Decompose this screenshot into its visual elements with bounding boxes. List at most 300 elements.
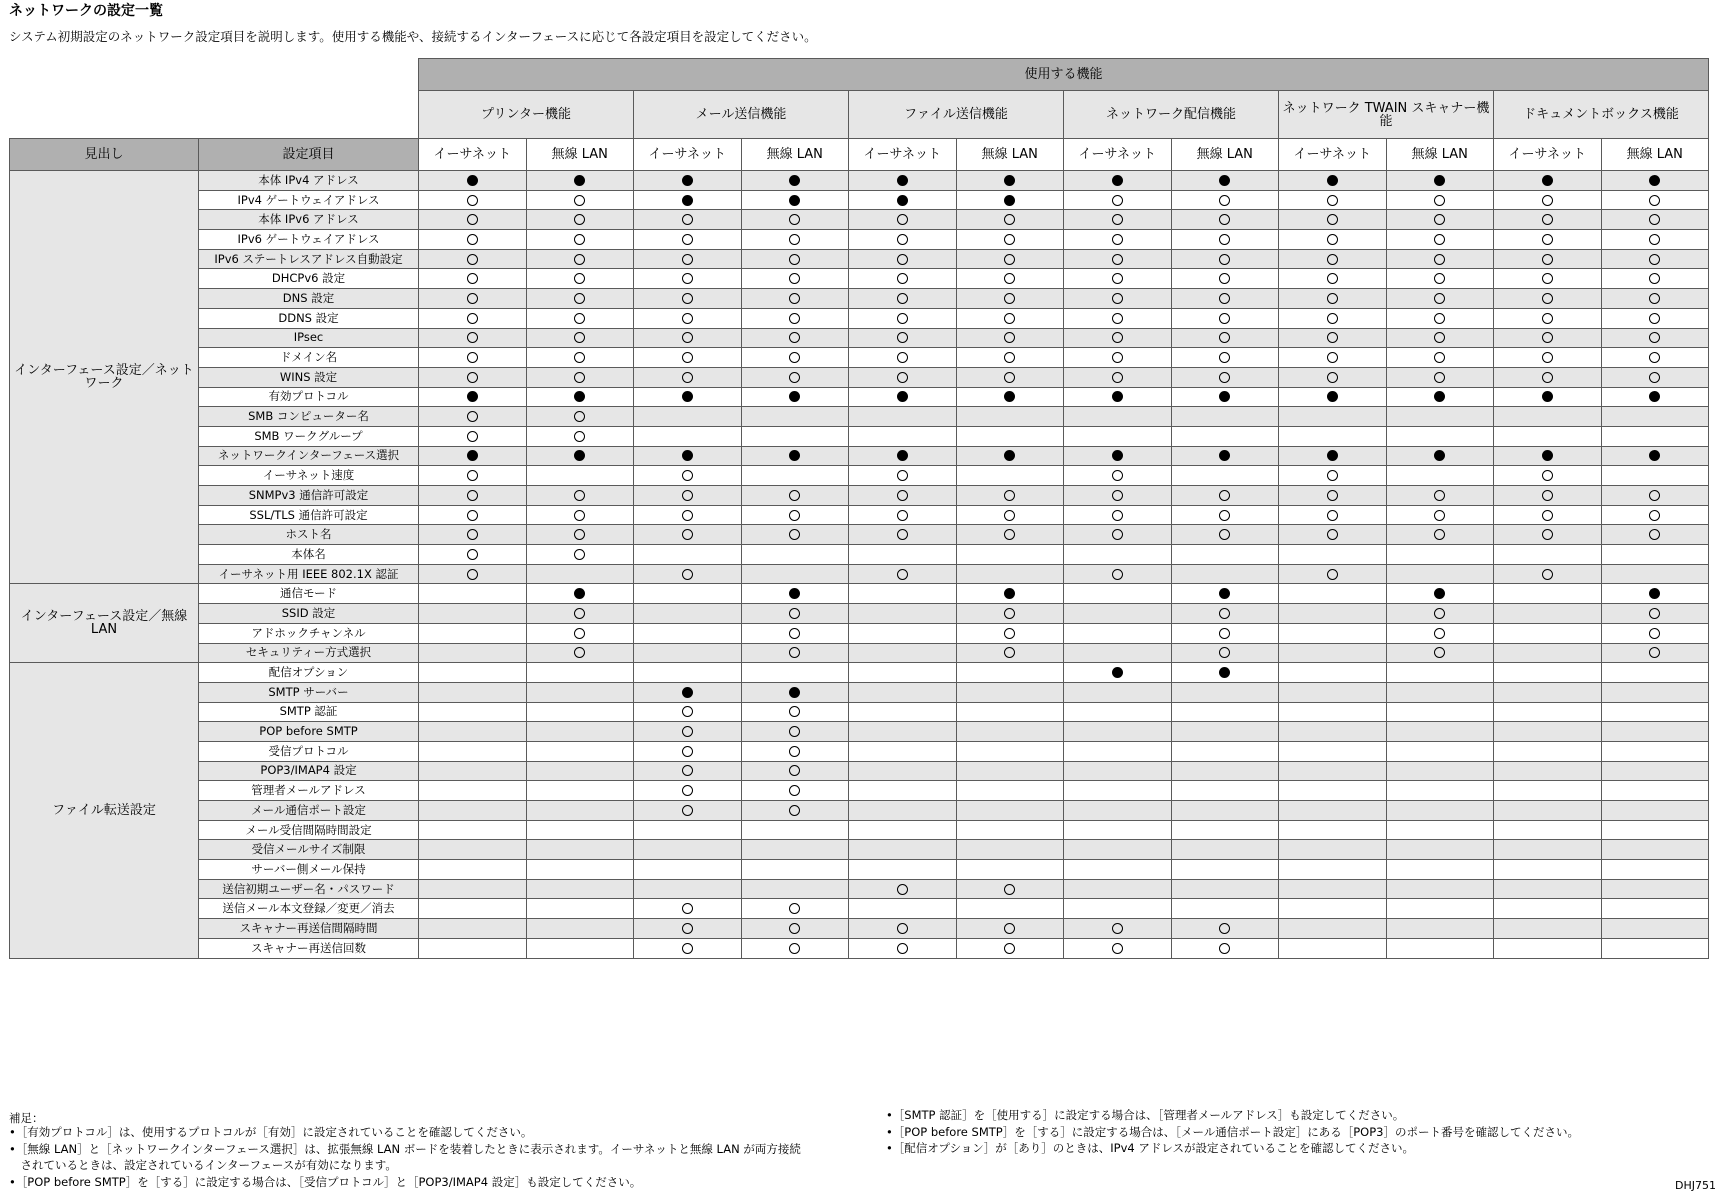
matrix-cell [741, 840, 849, 860]
subheader-ethernet: イーサネット [849, 139, 957, 171]
matrix-cell [1601, 919, 1709, 939]
optional-mark-icon [574, 352, 585, 363]
matrix-cell [526, 190, 634, 210]
matrix-cell [634, 387, 742, 407]
matrix-cell [849, 545, 957, 565]
matrix-cell [526, 919, 634, 939]
optional-mark-icon [1219, 214, 1230, 225]
optional-mark-icon [467, 411, 478, 422]
table-row [10, 289, 1709, 309]
optional-mark-icon [1327, 293, 1338, 304]
matrix-cell [1494, 171, 1602, 191]
matrix-cell [1279, 584, 1387, 604]
optional-mark-icon [1112, 214, 1123, 225]
matrix-cell [419, 367, 527, 387]
optional-mark-icon [897, 234, 908, 245]
setting-item: POP3/IMAP4 設定 [199, 761, 419, 781]
matrix-cell [1279, 741, 1387, 761]
optional-mark-icon [897, 254, 908, 265]
matrix-cell [1171, 584, 1279, 604]
matrix-cell [419, 919, 527, 939]
optional-mark-icon [682, 746, 693, 757]
matrix-cell [1279, 348, 1387, 368]
optional-mark-icon [574, 510, 585, 521]
required-mark-icon [1327, 450, 1338, 461]
matrix-cell [1601, 741, 1709, 761]
matrix-cell [526, 387, 634, 407]
matrix-cell [1279, 820, 1387, 840]
page-title: ネットワークの設定一覧 [9, 3, 163, 19]
optional-mark-icon [1434, 195, 1445, 206]
optional-mark-icon [1112, 234, 1123, 245]
matrix-cell [849, 643, 957, 663]
matrix-cell [741, 407, 849, 427]
matrix-cell [741, 387, 849, 407]
optional-mark-icon [682, 372, 693, 383]
matrix-cell [634, 525, 742, 545]
subheader-ethernet: イーサネット [419, 139, 527, 171]
matrix-cell [1279, 919, 1387, 939]
optional-mark-icon [467, 569, 478, 580]
optional-mark-icon [1219, 332, 1230, 343]
optional-mark-icon [467, 549, 478, 560]
matrix-cell [1386, 545, 1494, 565]
optional-mark-icon [789, 903, 800, 914]
matrix-cell [741, 623, 849, 643]
optional-mark-icon [1219, 352, 1230, 363]
optional-mark-icon [789, 234, 800, 245]
matrix-cell [526, 269, 634, 289]
optional-mark-icon [574, 313, 585, 324]
matrix-cell [1386, 860, 1494, 880]
matrix-cell [741, 801, 849, 821]
optional-mark-icon [1219, 313, 1230, 324]
required-mark-icon [1542, 175, 1553, 186]
optional-mark-icon [574, 214, 585, 225]
matrix-cell [1494, 702, 1602, 722]
matrix-cell [526, 407, 634, 427]
setting-item: SSID 設定 [199, 604, 419, 624]
setting-item: セキュリティー方式選択 [199, 643, 419, 663]
matrix-cell [419, 525, 527, 545]
optional-mark-icon [897, 884, 908, 895]
matrix-cell [1386, 426, 1494, 446]
optional-mark-icon [682, 529, 693, 540]
matrix-cell [419, 722, 527, 742]
optional-mark-icon [789, 510, 800, 521]
matrix-cell [634, 426, 742, 446]
matrix-cell [1601, 269, 1709, 289]
matrix-cell [849, 663, 957, 683]
optional-mark-icon [467, 431, 478, 442]
matrix-cell [1064, 328, 1172, 348]
section-heading: インターフェース設定／無線 LAN [10, 584, 199, 663]
matrix-cell [1279, 702, 1387, 722]
matrix-cell [526, 426, 634, 446]
matrix-cell [1171, 663, 1279, 683]
optional-mark-icon [1542, 490, 1553, 501]
matrix-cell [1279, 722, 1387, 742]
matrix-cell [526, 446, 634, 466]
matrix-cell [1494, 623, 1602, 643]
optional-mark-icon [574, 529, 585, 540]
table-row [10, 328, 1709, 348]
optional-mark-icon [1649, 332, 1660, 343]
matrix-cell [1279, 564, 1387, 584]
matrix-cell [1386, 348, 1494, 368]
matrix-cell [741, 466, 849, 486]
matrix-cell [741, 919, 849, 939]
matrix-cell [419, 840, 527, 860]
matrix-cell [1494, 446, 1602, 466]
optional-mark-icon [1219, 628, 1230, 639]
matrix-cell [1279, 938, 1387, 958]
matrix-cell [849, 702, 957, 722]
matrix-cell [956, 210, 1064, 230]
optional-mark-icon [682, 273, 693, 284]
page-description: システム初期設定のネットワーク設定項目を説明します。使用する機能や、接続するインターフェースに応じて各設定項目を設定してください。 [9, 29, 817, 44]
matrix-cell [741, 171, 849, 191]
matrix-cell [741, 879, 849, 899]
matrix-cell [1601, 899, 1709, 919]
matrix-cell [1064, 623, 1172, 643]
matrix-cell [634, 938, 742, 958]
required-mark-icon [1327, 175, 1338, 186]
matrix-cell [1601, 426, 1709, 446]
function-header: ファイル送信機能 [849, 91, 1064, 139]
matrix-cell [1386, 879, 1494, 899]
setting-item: 本体 IPv4 アドレス [199, 171, 419, 191]
matrix-cell [1386, 387, 1494, 407]
matrix-cell [526, 348, 634, 368]
setting-item: 受信メールサイズ制限 [199, 840, 419, 860]
setting-item: 受信プロトコル [199, 741, 419, 761]
optional-mark-icon [574, 273, 585, 284]
matrix-cell [1279, 446, 1387, 466]
required-mark-icon [574, 175, 585, 186]
optional-mark-icon [897, 214, 908, 225]
optional-mark-icon [1219, 273, 1230, 284]
matrix-cell [634, 407, 742, 427]
matrix-cell [956, 604, 1064, 624]
matrix-cell [1386, 249, 1494, 269]
matrix-cell [849, 308, 957, 328]
matrix-cell [849, 486, 957, 506]
matrix-cell [419, 545, 527, 565]
matrix-cell [1279, 899, 1387, 919]
matrix-cell [956, 230, 1064, 250]
matrix-cell [419, 663, 527, 683]
matrix-cell [741, 486, 849, 506]
required-mark-icon [1219, 450, 1230, 461]
table-row [10, 545, 1709, 565]
matrix-cell [634, 702, 742, 722]
setting-item: 本体 IPv6 アドレス [199, 210, 419, 230]
table-row [10, 190, 1709, 210]
optional-mark-icon [1434, 234, 1445, 245]
required-mark-icon [789, 175, 800, 186]
table-row [10, 643, 1709, 663]
matrix-cell [849, 801, 957, 821]
optional-mark-icon [1434, 628, 1445, 639]
matrix-cell [1494, 190, 1602, 210]
required-mark-icon [574, 391, 585, 402]
matrix-cell [1386, 230, 1494, 250]
matrix-cell [419, 407, 527, 427]
matrix-cell [1601, 210, 1709, 230]
optional-mark-icon [789, 273, 800, 284]
matrix-cell [1064, 761, 1172, 781]
matrix-cell [849, 269, 957, 289]
matrix-cell [1386, 190, 1494, 210]
optional-mark-icon [1004, 273, 1015, 284]
matrix-cell [1064, 801, 1172, 821]
matrix-cell [634, 604, 742, 624]
required-mark-icon [1219, 175, 1230, 186]
required-mark-icon [1649, 391, 1660, 402]
matrix-cell [1386, 328, 1494, 348]
matrix-cell [1064, 289, 1172, 309]
section-heading: インターフェース設定／ネットワーク [10, 171, 199, 584]
matrix-cell [1064, 564, 1172, 584]
optional-mark-icon [1219, 510, 1230, 521]
matrix-cell [1494, 840, 1602, 860]
matrix-cell [1279, 249, 1387, 269]
matrix-cell [741, 348, 849, 368]
matrix-cell [1064, 879, 1172, 899]
matrix-cell [1279, 840, 1387, 860]
matrix-cell [956, 801, 1064, 821]
matrix-cell [1171, 328, 1279, 348]
matrix-cell [1171, 919, 1279, 939]
required-mark-icon [1434, 391, 1445, 402]
matrix-cell [1386, 171, 1494, 191]
matrix-cell [956, 486, 1064, 506]
matrix-cell [419, 564, 527, 584]
matrix-cell [1601, 663, 1709, 683]
optional-mark-icon [467, 273, 478, 284]
required-mark-icon [1434, 175, 1445, 186]
matrix-cell [634, 505, 742, 525]
matrix-cell [526, 899, 634, 919]
matrix-cell [849, 426, 957, 446]
table-row [10, 860, 1709, 880]
optional-mark-icon [897, 529, 908, 540]
matrix-cell [741, 525, 849, 545]
note-line: •［POP before SMTP］を［する］に設定する場合は、［受信プロトコル］と［POP3/IMAP4 設定］も設定してください。 [9, 1174, 642, 1189]
table-row [10, 919, 1709, 939]
table-row [10, 387, 1709, 407]
optional-mark-icon [1542, 352, 1553, 363]
matrix-cell [741, 545, 849, 565]
matrix-cell [419, 348, 527, 368]
setting-item: 管理者メールアドレス [199, 781, 419, 801]
matrix-cell [634, 623, 742, 643]
matrix-cell [634, 269, 742, 289]
matrix-cell [1279, 623, 1387, 643]
matrix-cell [526, 860, 634, 880]
matrix-cell [1064, 525, 1172, 545]
matrix-cell [419, 702, 527, 722]
optional-mark-icon [1327, 332, 1338, 343]
matrix-cell [741, 604, 849, 624]
matrix-cell [741, 210, 849, 230]
matrix-cell [1601, 249, 1709, 269]
matrix-cell [956, 919, 1064, 939]
table-header [10, 59, 1709, 171]
matrix-cell [526, 840, 634, 860]
matrix-cell [849, 210, 957, 230]
matrix-cell [1064, 899, 1172, 919]
matrix-cell [1064, 840, 1172, 860]
setting-item: SMB ワークグループ [199, 426, 419, 446]
setting-item: IPv4 ゲートウェイアドレス [199, 190, 419, 210]
matrix-cell [956, 682, 1064, 702]
matrix-cell [526, 171, 634, 191]
optional-mark-icon [1219, 234, 1230, 245]
optional-mark-icon [1004, 647, 1015, 658]
optional-mark-icon [574, 411, 585, 422]
setting-item: 送信メール本文登録／変更／消去 [199, 899, 419, 919]
optional-mark-icon [1542, 470, 1553, 481]
optional-mark-icon [1434, 273, 1445, 284]
matrix-cell [1601, 466, 1709, 486]
figure-code: DHJ751 [1675, 1179, 1716, 1192]
matrix-cell [1171, 623, 1279, 643]
optional-mark-icon [1004, 352, 1015, 363]
matrix-cell [1171, 308, 1279, 328]
matrix-cell [526, 328, 634, 348]
network-settings-table [9, 58, 1709, 959]
setting-item: 送信初期ユーザー名・パスワード [199, 879, 419, 899]
optional-mark-icon [574, 608, 585, 619]
setting-item: 配信オプション [199, 663, 419, 683]
optional-mark-icon [682, 254, 693, 265]
matrix-cell [1601, 367, 1709, 387]
required-mark-icon [1649, 175, 1660, 186]
optional-mark-icon [789, 608, 800, 619]
matrix-cell [1064, 387, 1172, 407]
required-mark-icon [467, 175, 478, 186]
matrix-cell [956, 249, 1064, 269]
matrix-cell [526, 781, 634, 801]
subheader-ethernet: イーサネット [1494, 139, 1602, 171]
matrix-cell [419, 643, 527, 663]
matrix-cell [1494, 230, 1602, 250]
optional-mark-icon [1219, 647, 1230, 658]
matrix-cell [849, 367, 957, 387]
matrix-cell [419, 269, 527, 289]
required-mark-icon [682, 687, 693, 698]
matrix-cell [956, 505, 1064, 525]
matrix-cell [741, 426, 849, 446]
setting-item: DDNS 設定 [199, 308, 419, 328]
table-row [10, 210, 1709, 230]
optional-mark-icon [1542, 293, 1553, 304]
matrix-cell [634, 348, 742, 368]
matrix-cell [1386, 584, 1494, 604]
matrix-cell [1494, 820, 1602, 840]
table-row [10, 505, 1709, 525]
required-mark-icon [1649, 588, 1660, 599]
setting-item: SMB コンピューター名 [199, 407, 419, 427]
matrix-cell [849, 564, 957, 584]
matrix-cell [956, 761, 1064, 781]
table-row [10, 702, 1709, 722]
matrix-cell [634, 761, 742, 781]
optional-mark-icon [574, 234, 585, 245]
matrix-cell [956, 367, 1064, 387]
required-mark-icon [682, 175, 693, 186]
matrix-cell [526, 938, 634, 958]
matrix-cell [1494, 249, 1602, 269]
matrix-cell [1279, 230, 1387, 250]
table-row [10, 741, 1709, 761]
matrix-cell [849, 820, 957, 840]
matrix-cell [1494, 269, 1602, 289]
matrix-cell [741, 860, 849, 880]
table-row [10, 367, 1709, 387]
matrix-cell [419, 387, 527, 407]
optional-mark-icon [789, 372, 800, 383]
matrix-cell [956, 407, 1064, 427]
optional-mark-icon [1649, 352, 1660, 363]
matrix-cell [634, 722, 742, 742]
optional-mark-icon [682, 903, 693, 914]
matrix-cell [1494, 505, 1602, 525]
matrix-cell [1601, 486, 1709, 506]
matrix-cell [741, 820, 849, 840]
matrix-cell [741, 938, 849, 958]
table-row [10, 899, 1709, 919]
optional-mark-icon [1004, 628, 1015, 639]
optional-mark-icon [1219, 529, 1230, 540]
matrix-cell [1171, 860, 1279, 880]
optional-mark-icon [1649, 214, 1660, 225]
matrix-cell [1064, 682, 1172, 702]
matrix-cell [1171, 426, 1279, 446]
matrix-cell [419, 623, 527, 643]
matrix-cell [956, 643, 1064, 663]
optional-mark-icon [1112, 470, 1123, 481]
optional-mark-icon [1004, 254, 1015, 265]
required-mark-icon [789, 588, 800, 599]
optional-mark-icon [789, 785, 800, 796]
optional-mark-icon [682, 234, 693, 245]
matrix-cell [741, 230, 849, 250]
optional-mark-icon [789, 529, 800, 540]
matrix-cell [849, 781, 957, 801]
matrix-cell [634, 860, 742, 880]
matrix-cell [1601, 564, 1709, 584]
matrix-cell [1279, 801, 1387, 821]
matrix-cell [1171, 348, 1279, 368]
matrix-cell [1386, 289, 1494, 309]
optional-mark-icon [574, 372, 585, 383]
optional-mark-icon [1542, 254, 1553, 265]
matrix-cell [526, 801, 634, 821]
optional-mark-icon [789, 490, 800, 501]
optional-mark-icon [897, 352, 908, 363]
matrix-cell [956, 545, 1064, 565]
matrix-cell [1386, 899, 1494, 919]
optional-mark-icon [897, 372, 908, 383]
table-row [10, 407, 1709, 427]
matrix-cell [526, 879, 634, 899]
matrix-cell [741, 584, 849, 604]
matrix-cell [634, 446, 742, 466]
optional-mark-icon [1542, 273, 1553, 284]
